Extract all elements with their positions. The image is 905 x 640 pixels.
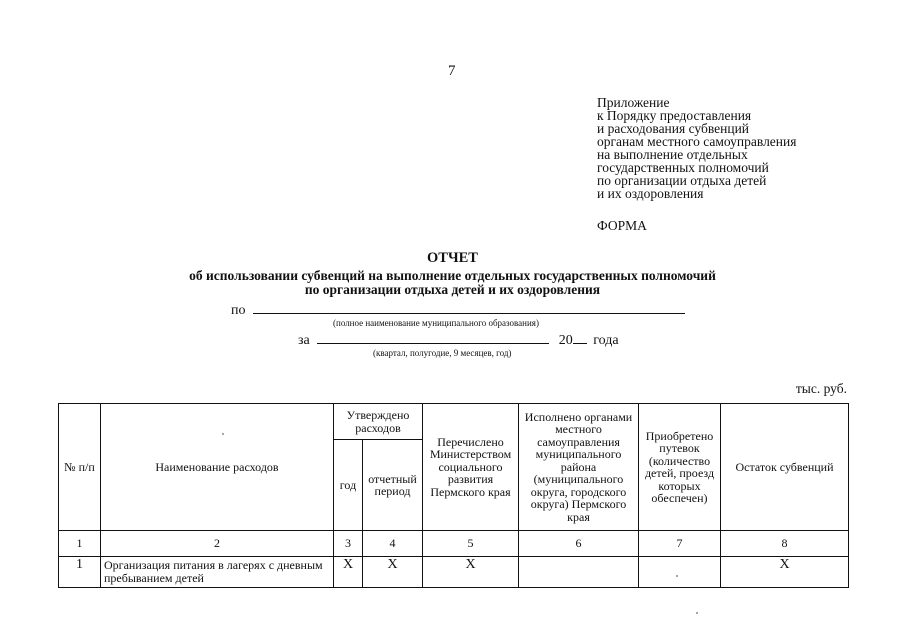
appendix-line: государственных полномочий [597, 160, 769, 175]
municipality-blank[interactable] [253, 301, 685, 314]
subtitle-line: по организации отдыха детей и их оздоровления [304, 282, 601, 297]
header-executed: Исполнено органами местного самоуправления муниципального района (муниципального округа, городского округа) Пермского края [519, 404, 639, 531]
column-number: 4 [363, 531, 423, 557]
column-number: 1 [59, 531, 101, 557]
appendix-line: на выполнение отдельных [597, 147, 748, 162]
appendix-line: по организации отдыха детей [597, 173, 767, 188]
column-number: 2 [101, 531, 334, 557]
header-name: Наименование расходов [101, 404, 334, 531]
year-suffix: года [593, 333, 619, 348]
report-table [58, 403, 849, 588]
row-remainder[interactable]: Х [721, 557, 849, 588]
appendix-line: к Порядку предоставления [597, 108, 752, 123]
subtitle-line: об использовании субвенций на выполнение отдельных государственных полномочий [189, 268, 716, 283]
appendix-line: и их оздоровления [597, 186, 704, 201]
row-year[interactable]: Х [334, 557, 363, 588]
scan-speck [696, 612, 698, 614]
row-report-period[interactable]: Х [363, 557, 423, 588]
column-number: 6 [519, 531, 639, 557]
scan-speck [676, 575, 678, 577]
municipality-field [231, 301, 685, 319]
municipality-hint: (полное наименование муниципального образования) [333, 318, 539, 328]
header-approved: Утверждено расходов [334, 404, 423, 440]
period-hint: (квартал, полугодие, 9 месяцев, год) [373, 348, 512, 358]
header-vouchers: Приобретено путевок (количество детей, проезд которых обеспечен) [639, 404, 721, 531]
report-title: ОТЧЕТ [427, 250, 478, 266]
page-number: 7 [448, 63, 456, 79]
header-report-period: отчетный период [363, 440, 423, 531]
units-label: тыс. руб. [795, 381, 847, 396]
form-label: ФОРМА [597, 218, 647, 233]
row-num: 1 [59, 557, 101, 588]
report-subtitle [0, 269, 905, 297]
appendix-line: органам местного самоуправления [597, 134, 797, 149]
appendix-line: и расходования субвенций [597, 121, 750, 136]
header-remainder: Остаток субвенций [721, 404, 849, 531]
year-blank[interactable] [573, 331, 587, 344]
column-number: 7 [639, 531, 721, 557]
period-blank[interactable] [317, 331, 549, 344]
period-field [298, 331, 619, 349]
period-prefix: за [298, 333, 310, 348]
row-name: Организация питания в лагерях с дневным пребыванием детей [101, 557, 334, 588]
header-year: год [334, 440, 363, 531]
table-row [59, 557, 849, 588]
column-number: 3 [334, 531, 363, 557]
appendix-line: Приложение [597, 95, 670, 110]
appendix-block [597, 96, 796, 200]
row-vouchers[interactable] [639, 557, 721, 588]
year-prefix: 20 [558, 333, 573, 348]
municipality-prefix: по [231, 303, 246, 318]
header-transferred: Перечислено Министерством социального развития Пермского края [423, 404, 519, 531]
header-num: № п/п [59, 404, 101, 531]
row-transferred[interactable]: Х [423, 557, 519, 588]
scan-speck [222, 433, 224, 435]
row-executed[interactable] [519, 557, 639, 588]
column-number: 5 [423, 531, 519, 557]
column-number: 8 [721, 531, 849, 557]
